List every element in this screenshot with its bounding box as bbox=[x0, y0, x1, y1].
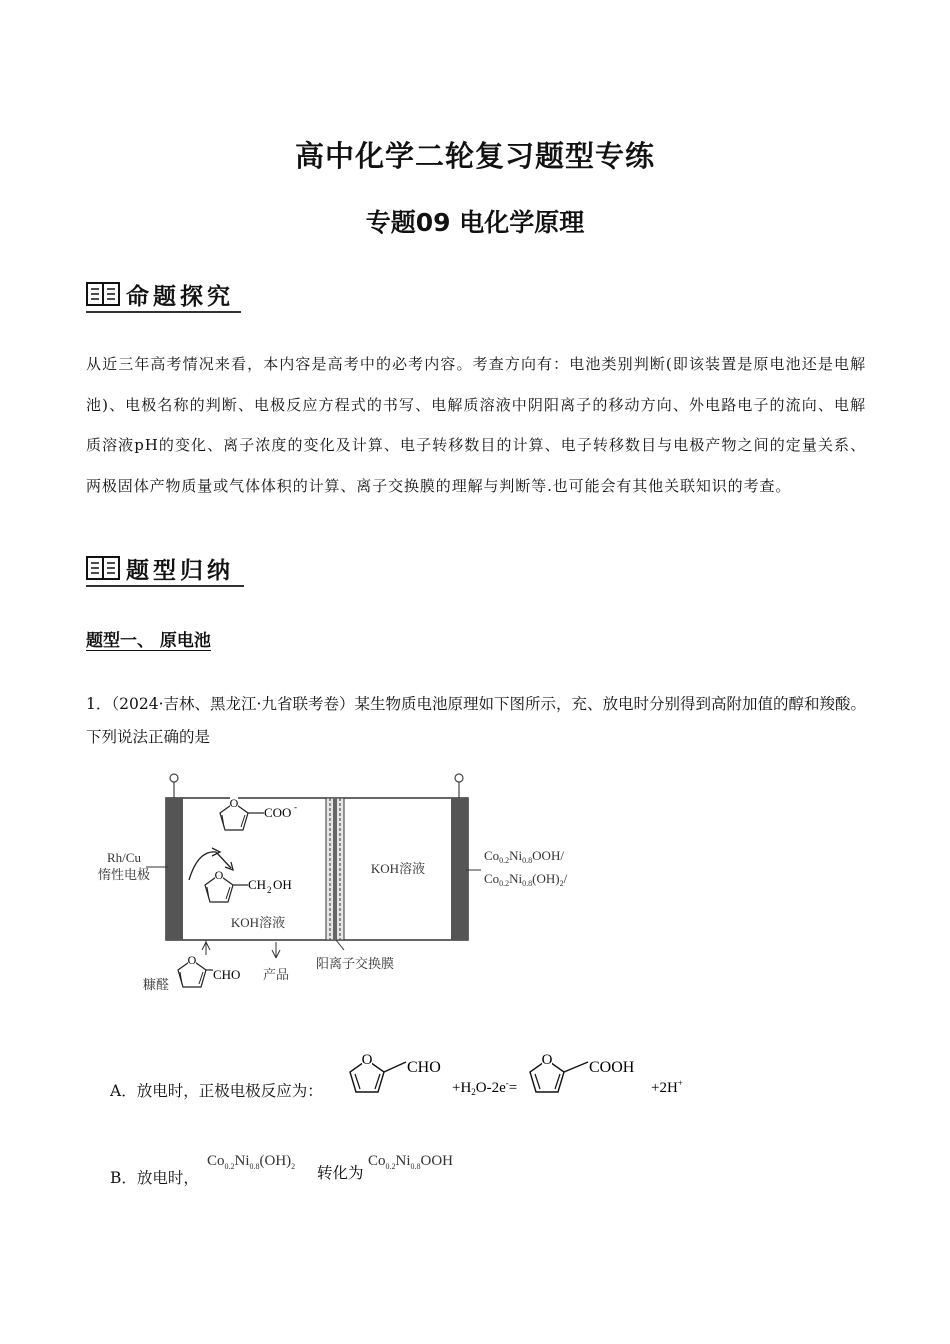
furan-carboxylate bbox=[220, 796, 297, 830]
left-terminal bbox=[170, 774, 178, 782]
svg-text:O: O bbox=[361, 1052, 373, 1068]
product-label: 产品 bbox=[263, 967, 290, 982]
question-1 bbox=[86, 688, 866, 754]
svg-text:Co0.2Ni0.8(OH)2: $Co_{0.2}Ni_{0.8}(OH)_2$ bbox=[207, 1153, 296, 1171]
document-subtitle: 专题09 电化学原理 bbox=[365, 208, 585, 237]
section-heading-label: 题型归纳 bbox=[126, 557, 234, 584]
furan-alcohol bbox=[205, 868, 292, 902]
option-a-label: A．放电时，正极电极反应为： bbox=[110, 1082, 323, 1100]
svg-text:2: 2 bbox=[267, 885, 272, 895]
left-solution-label: KOH溶液 bbox=[230, 915, 286, 930]
section-heading-explore bbox=[86, 276, 234, 312]
left-electrode-label-1: Rh/Cu bbox=[107, 850, 141, 865]
book-icon bbox=[86, 555, 120, 581]
type-one-heading: 题型一、 原电池 bbox=[86, 631, 211, 651]
section-heading-summary bbox=[86, 550, 234, 586]
right-electrode-label bbox=[484, 848, 568, 888]
svg-text:CHO: CHO bbox=[407, 1059, 441, 1076]
option-b-label: B．放电时， bbox=[110, 1169, 199, 1187]
furfural bbox=[178, 953, 240, 987]
right-electrode bbox=[451, 798, 468, 940]
svg-text:CHO: CHO bbox=[213, 967, 241, 982]
curved-arrow bbox=[189, 852, 216, 880]
svg-text:CH: CH bbox=[248, 877, 267, 892]
right-terminal bbox=[455, 774, 463, 782]
svg-text:Co0.2Ni0.8(OH)2/: $Co_{0.2}Ni_{0.8}(OH)_2/$ bbox=[484, 871, 568, 888]
document-title: 高中化学二轮复习题型专练 bbox=[294, 139, 655, 173]
svg-text:Co0.2Ni0.8OOH: $Co_{0.2}Ni_{0.8}OOH$ bbox=[368, 1153, 454, 1171]
svg-text:OH: OH bbox=[273, 877, 292, 892]
svg-text:O: O bbox=[541, 1052, 553, 1068]
membrane-label: 阳离子交换膜 bbox=[316, 956, 395, 971]
question-number: 1． bbox=[86, 695, 112, 713]
svg-text:Co0.2Ni0.8OOH/: $Co_{0.2}Ni_{0.8}OOH/$ bbox=[484, 848, 564, 865]
book-icon bbox=[86, 281, 120, 307]
svg-text:O: O bbox=[214, 868, 224, 882]
intro-paragraph: 从近三年高考情况来看，本内容是高考中的必考内容。考查方向有：电池类别判断(即该装置是原电池还是电解池)、电极名称的判断、电极反应方程式的书写、电解质溶液中阴阳离子的移动方向、外电路电子的流向、电解质溶液pH的变化、离子浓度的变化及计算、电子转移数目的计算、电子转移数目与电极产物之间的定量关系、两极固体产物质量或气体体积的计算、离子交换膜的理解与判断等.也可能会有其他关联知识的考查。 bbox=[86, 355, 866, 495]
option-a-equation bbox=[340, 1050, 700, 1110]
svg-text:转化为: 转化为 bbox=[317, 1165, 364, 1182]
right-solution-label: KOH溶液 bbox=[370, 861, 426, 876]
left-electrode-label-2: 惰性电极 bbox=[97, 867, 151, 882]
left-electrode bbox=[166, 798, 183, 940]
svg-text:+H2O-2e-=: $+H_2O-2e^-=$ bbox=[452, 1078, 518, 1097]
svg-text:O: O bbox=[229, 796, 239, 810]
question-text: （2024·吉林、黑龙江·九省联考卷）某生物质电池原理如下图所示，充、放电时分别得到高附加值的醇和羧酸。下列说法正确的是 bbox=[86, 695, 866, 746]
svg-text:COO: COO bbox=[264, 805, 292, 820]
svg-text:-: - bbox=[294, 802, 297, 812]
svg-text:O: O bbox=[187, 953, 197, 967]
section-underline bbox=[86, 311, 241, 313]
section-underline bbox=[86, 585, 244, 587]
svg-text:COOH: COOH bbox=[589, 1059, 635, 1076]
option-b-formula bbox=[205, 1148, 495, 1188]
svg-text:+2H+: +2H+ bbox=[651, 1078, 683, 1096]
section-heading-label: 命题探究 bbox=[126, 283, 234, 310]
feed-label: 糠醛 bbox=[143, 977, 170, 992]
battery-diagram bbox=[86, 770, 616, 1005]
